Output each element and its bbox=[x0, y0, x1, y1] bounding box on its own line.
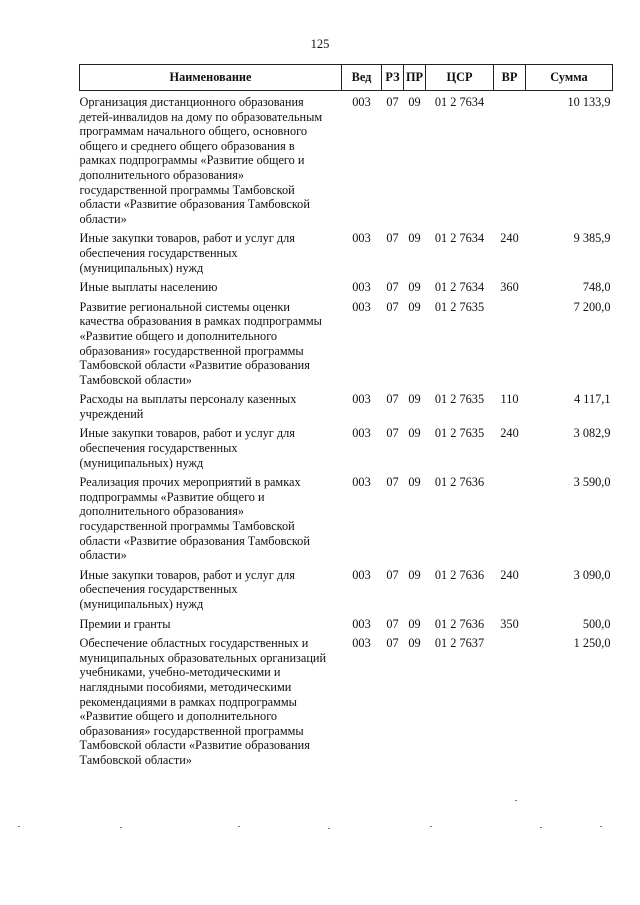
row-pr: 09 bbox=[408, 95, 421, 109]
scan-speck bbox=[515, 800, 517, 801]
scan-speck bbox=[600, 826, 602, 827]
row-csr: 01 2 7637 bbox=[434, 636, 485, 651]
row-pr: 09 bbox=[408, 231, 421, 246]
row-vr bbox=[494, 300, 526, 393]
row-pr: 09 bbox=[408, 280, 421, 295]
column-header-csr: ЦСР bbox=[426, 65, 494, 91]
row-name: Иные выплаты населению bbox=[79, 280, 218, 295]
row-vr: 240 bbox=[500, 231, 519, 246]
row-sum: 748,0 bbox=[582, 280, 611, 295]
row-vr bbox=[494, 91, 526, 232]
row-csr: 01 2 7635 bbox=[434, 426, 485, 441]
row-rz: 07 bbox=[386, 299, 399, 314]
scan-speck bbox=[430, 826, 432, 827]
column-header-name: Наименование bbox=[80, 65, 342, 91]
row-sum: 500,0 bbox=[582, 616, 611, 631]
row-sum: 3 590,0 bbox=[573, 475, 611, 490]
row-rz: 07 bbox=[386, 636, 399, 651]
row-sum: 3 082,9 bbox=[573, 426, 611, 441]
row-csr: 01 2 7636 bbox=[434, 616, 485, 631]
scan-speck bbox=[328, 828, 330, 829]
scan-speck bbox=[238, 826, 240, 827]
row-ved: 003 bbox=[352, 567, 371, 582]
row-sum: 1 250,0 bbox=[573, 636, 611, 651]
table-row bbox=[80, 636, 613, 772]
column-header-sum: Сумма bbox=[526, 65, 613, 91]
row-pr: 09 bbox=[408, 426, 421, 441]
row-csr: 01 2 7635 bbox=[434, 392, 485, 407]
row-vr: 360 bbox=[500, 280, 519, 295]
row-name: Премии и гранты bbox=[79, 616, 171, 631]
row-sum: 4 117,1 bbox=[574, 392, 611, 407]
table-row bbox=[80, 568, 613, 617]
row-rz: 07 bbox=[386, 280, 399, 295]
row-csr: 01 2 7634 bbox=[434, 280, 485, 295]
row-pr: 09 bbox=[408, 299, 421, 314]
row-csr: 01 2 7636 bbox=[434, 567, 485, 582]
row-rz: 07 bbox=[386, 567, 399, 582]
row-vr: 240 bbox=[500, 426, 519, 441]
row-rz: 07 bbox=[386, 392, 399, 407]
row-csr: 01 2 7634 bbox=[434, 95, 485, 109]
column-header-rz: РЗ bbox=[382, 65, 404, 91]
row-csr: 01 2 7636 bbox=[434, 475, 485, 490]
row-csr: 01 2 7635 bbox=[434, 299, 485, 314]
row-name: Обеспечение областных государственных и муниципальных образовательных организаций учебниками, учебно-методическими и наглядными пособиями, методическими рекомендациями в рамках подпрограммы «Развитие общего и дополнительного образования» государственной программы Тамбовской области «Развитие образования Тамбовской области» bbox=[79, 636, 327, 767]
row-name: Иные закупки товаров, работ и услуг для обеспечения государственных (муниципальных) нужд bbox=[79, 231, 295, 275]
row-pr: 09 bbox=[408, 392, 421, 407]
row-ved: 003 bbox=[352, 636, 371, 651]
row-name: Организация дистанционного образования детей-инвалидов на дому по образовательным программам начального общего, основного общего и среднего общего образования в рамках подпрограммы «Развитие общего и дополнительного образования» государственной программы Тамбовской области «Развитие образования Тамбовской области» bbox=[79, 95, 323, 226]
row-vr bbox=[494, 475, 526, 568]
row-ved: 003 bbox=[352, 392, 371, 407]
row-sum: 9 385,9 bbox=[573, 231, 611, 246]
row-sum: 7 200,0 bbox=[573, 299, 611, 314]
table-row bbox=[80, 392, 613, 426]
row-vr: 240 bbox=[500, 567, 519, 582]
row-rz: 07 bbox=[386, 231, 399, 246]
row-name: Расходы на выплаты персоналу казенных учреждений bbox=[79, 392, 297, 421]
table-row bbox=[80, 617, 613, 637]
row-rz: 07 bbox=[386, 475, 399, 490]
row-pr: 09 bbox=[408, 567, 421, 582]
row-ved: 003 bbox=[352, 475, 371, 490]
row-rz: 07 bbox=[386, 426, 399, 441]
table-row bbox=[80, 280, 613, 300]
table-row bbox=[80, 300, 613, 393]
table-row bbox=[80, 475, 613, 568]
budget-table bbox=[79, 64, 613, 773]
scan-speck bbox=[540, 827, 542, 828]
scan-speck bbox=[120, 827, 122, 828]
row-name: Иные закупки товаров, работ и услуг для обеспечения государственных (муниципальных) нужд bbox=[79, 567, 295, 611]
row-ved: 003 bbox=[352, 616, 371, 631]
row-vr: 110 bbox=[500, 392, 519, 407]
table-header-row bbox=[80, 65, 613, 91]
row-ved: 003 bbox=[352, 231, 371, 246]
column-header-vr: ВР bbox=[494, 65, 526, 91]
table-row bbox=[80, 231, 613, 280]
row-name: Иные закупки товаров, работ и услуг для обеспечения государственных (муниципальных) нужд bbox=[79, 426, 295, 470]
row-ved: 003 bbox=[352, 299, 371, 314]
row-vr bbox=[494, 636, 526, 772]
row-rz: 07 bbox=[386, 95, 399, 109]
row-name: Реализация прочих мероприятий в рамках подпрограммы «Развитие общего и дополнительного образования» государственной программы Тамбовской области «Развитие образования Тамбовской области» bbox=[79, 475, 310, 563]
scan-speck bbox=[18, 826, 20, 827]
row-pr: 09 bbox=[408, 475, 421, 490]
row-vr: 350 bbox=[500, 616, 519, 631]
row-sum: 10 133,9 bbox=[567, 95, 611, 109]
row-name: Развитие региональной системы оценки качества образования в рамках подпрограммы «Развитие общего и дополнительного образования» государственной программы Тамбовской области «Развитие образования Тамбовской области» bbox=[79, 299, 322, 387]
table-row bbox=[80, 426, 613, 475]
row-pr: 09 bbox=[408, 636, 421, 651]
row-ved: 003 bbox=[352, 280, 371, 295]
row-ved: 003 bbox=[352, 95, 371, 109]
table-row bbox=[80, 91, 613, 232]
column-header-ved: Вед bbox=[342, 65, 382, 91]
row-rz: 07 bbox=[386, 616, 399, 631]
row-sum: 3 090,0 bbox=[573, 567, 611, 582]
column-header-pr: ПР bbox=[404, 65, 426, 91]
row-pr: 09 bbox=[408, 616, 421, 631]
page-number: 125 bbox=[310, 37, 330, 51]
row-csr: 01 2 7634 bbox=[434, 231, 485, 246]
row-ved: 003 bbox=[352, 426, 371, 441]
